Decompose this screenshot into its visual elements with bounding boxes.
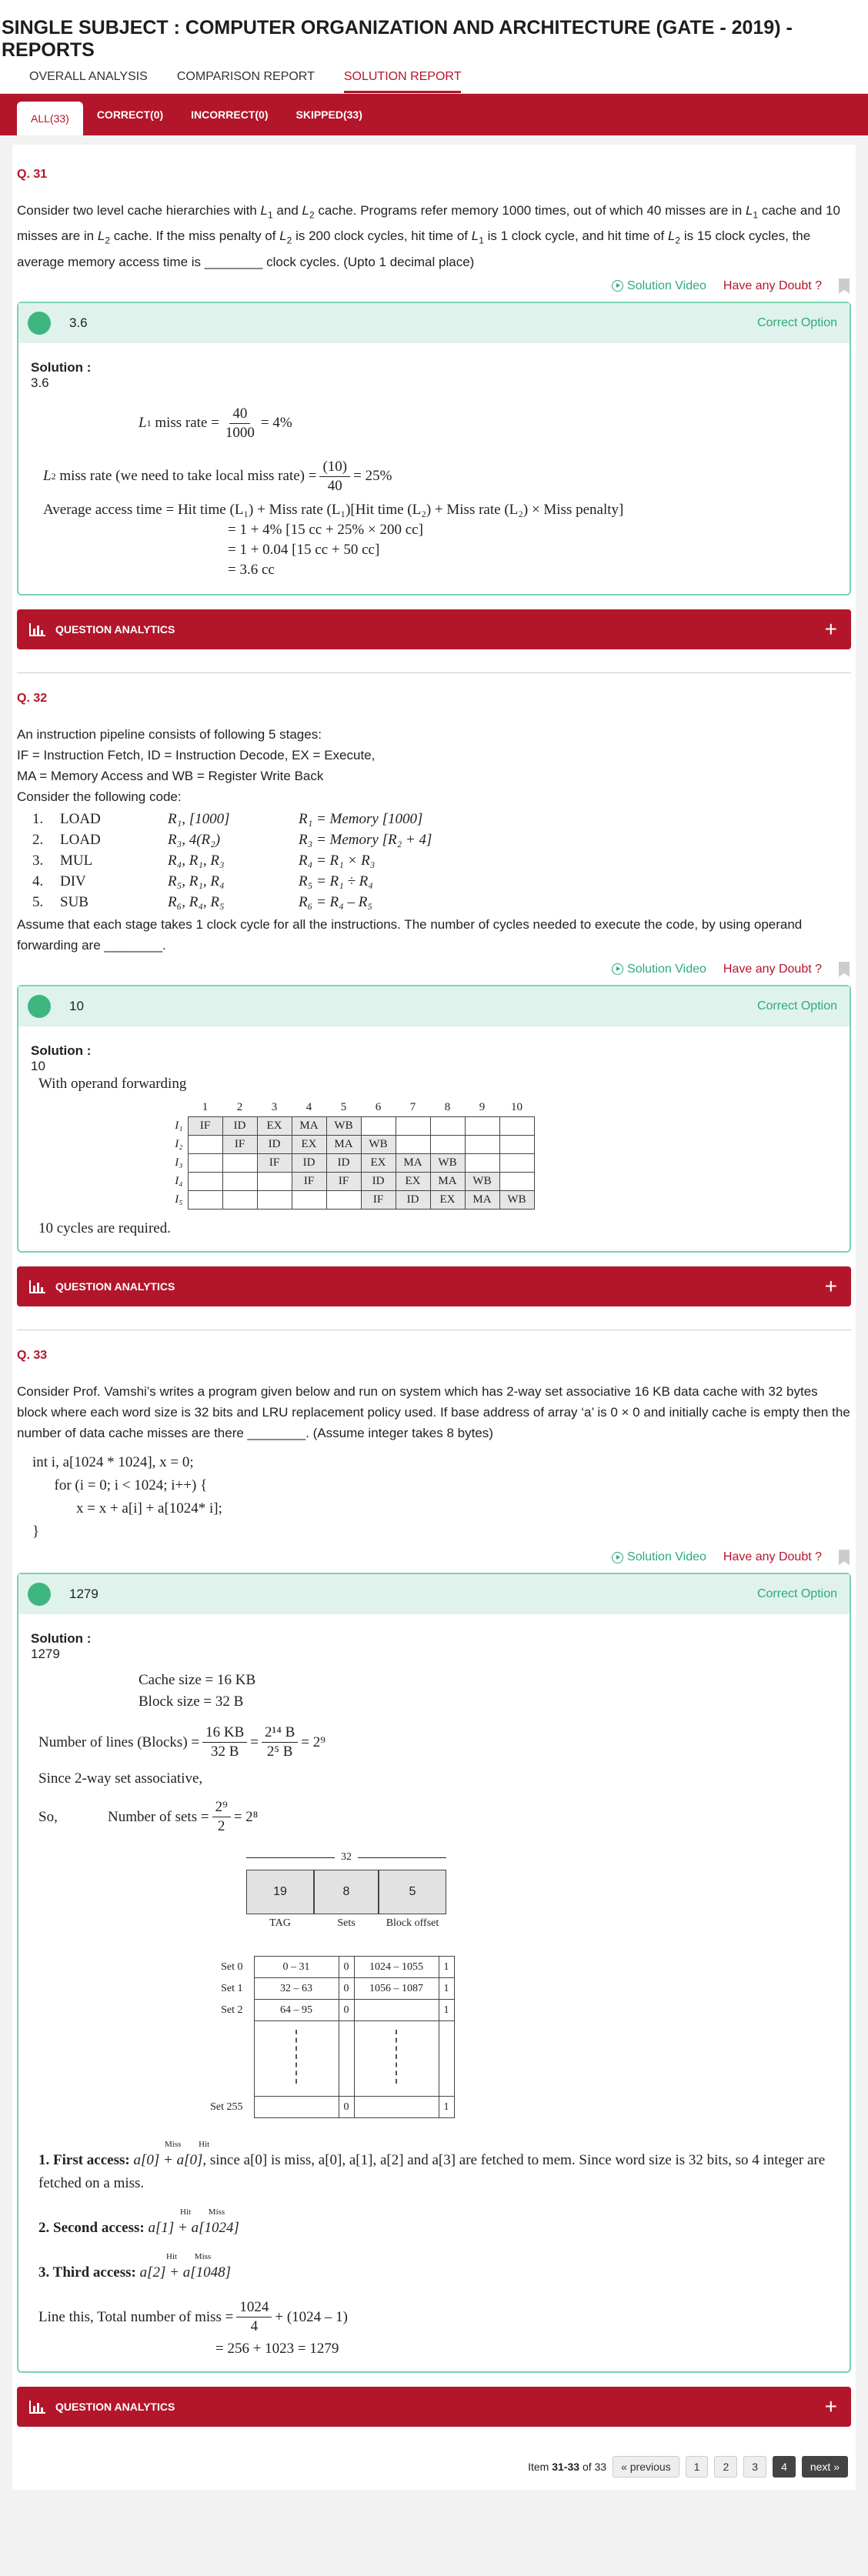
doubt-link[interactable]: Have any Doubt ? <box>723 1550 822 1564</box>
l1-result: = 4% <box>260 415 292 432</box>
pipeline-row <box>169 1191 534 1210</box>
stage-cell <box>499 1117 534 1136</box>
stage-cell: EX <box>361 1154 396 1173</box>
bar-chart-icon <box>29 2400 46 2414</box>
way1-lru: 1 <box>439 1957 454 1978</box>
stage-cell: EX <box>396 1173 430 1191</box>
avg-line: = 1 + 4% [15 cc + 25% × 200 cc] <box>228 521 423 538</box>
way0-range: 64 – 95 <box>254 2000 339 2021</box>
solution-video-link[interactable] <box>612 279 706 293</box>
l2-symbol: L <box>43 468 52 485</box>
stage-cell: ID <box>292 1154 326 1173</box>
solution-video-label: Solution Video <box>627 962 706 976</box>
item-of: of 33 <box>582 2461 607 2474</box>
stage-cell <box>188 1191 222 1210</box>
code-cell: SUB <box>60 893 88 910</box>
avg-line: Average access time = Hit time (L₁) + Miss rate (L₁)[Hit time (L₂) + Miss rate (L₂) × Miss penalty] <box>43 501 624 518</box>
stage-cell <box>222 1191 257 1210</box>
number-of-sets <box>38 1798 837 1836</box>
way0-lru: 0 <box>339 1957 354 1978</box>
pipeline-table <box>169 1099 535 1210</box>
top-tabs <box>0 60 868 94</box>
l2-result: = 25% <box>353 468 392 485</box>
filter-correct[interactable]: CORRECT(0) <box>96 108 164 121</box>
way1-range: 1056 – 1087 <box>354 1978 439 2000</box>
answer-value: 10 <box>69 998 84 1013</box>
way0-range <box>254 2097 339 2118</box>
cache-params <box>139 1670 837 1713</box>
step-title: 2. Second access: <box>38 2220 149 2237</box>
next-button[interactable]: next » <box>802 2456 848 2478</box>
answer-box <box>17 302 851 596</box>
pipeline-row <box>169 1117 534 1136</box>
stage-cell: WB <box>326 1117 361 1136</box>
l1-fraction <box>222 405 258 442</box>
item-prefix: Item <box>528 2461 549 2474</box>
code-cell: 1. <box>32 810 44 827</box>
code-cell: R₄, R₁, R₃ <box>168 852 225 869</box>
instruction-label: I₁ <box>175 1119 183 1133</box>
header-blank <box>169 1099 188 1117</box>
question-number: Q. 33 <box>17 1349 48 1363</box>
code-cell: R₆ = R₄ – R₅ <box>299 893 372 910</box>
access-step <box>38 2252 837 2284</box>
total-rest: + (1024 – 1) <box>275 2308 348 2325</box>
cycle-label: 3 <box>271 1101 278 1114</box>
hit-miss-tags: Miss Hit <box>165 2140 210 2150</box>
code-cell: DIV <box>60 873 86 889</box>
code-row <box>32 829 446 850</box>
address-fields <box>246 1870 446 1914</box>
solution-body <box>18 1026 850 1252</box>
filter-bar <box>0 94 868 135</box>
dashed-col <box>354 2021 439 2097</box>
stage-cell: ID <box>361 1173 396 1191</box>
solution-value: 10 <box>31 1058 45 1073</box>
filter-skipped[interactable]: SKIPPED(33) <box>295 108 362 121</box>
way1-lru: 1 <box>439 2097 454 2118</box>
stage-cell: MA <box>326 1136 361 1154</box>
stage-cell <box>222 1154 257 1173</box>
question-text: Consider Prof. Vamshi’s writes a program given below and run on system which has 2-way set associative 16 KB data cache with 32 bytes block where each word size is 32 bits and LRU replacement policy used. If base address of array ‘a’ is 0 × 0 and initially cache is empty then the number of data cache misses are there ________. (Assume integer takes 8 bytes) <box>17 1384 850 1441</box>
stage-cell <box>257 1191 292 1210</box>
way0-range: 0 – 31 <box>254 1957 339 1978</box>
sets-label: Sets <box>337 1917 356 1930</box>
sets-field: 8 <box>314 1870 379 1914</box>
intro-line: MA = Memory Access and WB = Register Write Back <box>17 768 324 783</box>
question-text <box>17 724 851 956</box>
question-33 <box>17 1349 851 2436</box>
lines-label: Number of lines (Blocks) = <box>38 1733 200 1750</box>
pagination <box>12 2444 856 2490</box>
code-row <box>32 809 446 829</box>
stage-cell: MA <box>465 1191 499 1210</box>
step-rest: , since a[0] is miss, a[0], a[1], a[2] and a[3] are fetched to mem. Since word size is 32 bits, so 4 integer are fetched on a miss. <box>38 2152 826 2192</box>
solution-video-label: Solution Video <box>627 279 706 292</box>
solution-video-label: Solution Video <box>627 1550 706 1564</box>
avg-line: = 3.6 cc <box>228 561 275 578</box>
instruction-label: I₃ <box>175 1156 183 1170</box>
cycle-label: 1 <box>202 1101 209 1114</box>
instruction-label: I₄ <box>175 1175 183 1188</box>
tab-solution-report[interactable]: SOLUTION REPORT <box>344 70 462 93</box>
correct-option-label: Correct Option <box>756 999 837 1013</box>
question-links <box>17 962 850 977</box>
total-num: 1024 <box>236 2298 272 2317</box>
question-analytics-bar[interactable] <box>17 1266 851 1306</box>
intro-line: IF = Instruction Fetch, ID = Instruction Decode, EX = Execute, <box>17 747 376 762</box>
lines-fraction-1 <box>202 1723 247 1761</box>
analytics-label: QUESTION ANALYTICS <box>55 2401 175 2414</box>
l1-num: 40 <box>229 405 250 424</box>
sets-num: 2⁹ <box>212 1798 231 1817</box>
intro-line: An instruction pipeline consists of following 5 stages: <box>17 726 322 742</box>
analytics-label: QUESTION ANALYTICS <box>55 622 175 636</box>
page-title: SINGLE SUBJECT : COMPUTER ORGANIZATION AND ARCHITECTURE (GATE - 2019) - REPORTS <box>0 0 868 60</box>
step-title: 3. Third access: <box>38 2264 140 2281</box>
stage-cell: ID <box>222 1117 257 1136</box>
option-radio-icon <box>28 995 51 1018</box>
set-label: Set 2 <box>221 2004 243 2016</box>
solution-video-link[interactable] <box>612 1550 706 1564</box>
instruction-label: I₂ <box>175 1138 183 1151</box>
way1-range <box>354 2000 439 2021</box>
code-cell: R₅, R₁, R₄ <box>168 873 225 889</box>
l1-mr-label: miss rate = <box>155 415 219 432</box>
average-access-time <box>43 500 837 580</box>
solution-content <box>12 145 856 2444</box>
solution-label: Solution : <box>31 1631 92 1647</box>
l2-fraction <box>319 458 350 496</box>
step-title: 1. First access: <box>38 2152 134 2169</box>
total-den: 4 <box>250 2318 259 2335</box>
stage-cell: WB <box>465 1173 499 1191</box>
l1-symbol: L <box>139 415 147 432</box>
address-total-row <box>246 1851 446 1864</box>
stage-cell <box>396 1117 430 1136</box>
code-line: for (i = 0; i < 1024; i++) { <box>32 1477 208 1494</box>
stage-cell <box>430 1117 465 1136</box>
way1-lru: 1 <box>439 1978 454 2000</box>
doubt-link[interactable]: Have any Doubt ? <box>723 279 822 292</box>
stage-cell <box>292 1191 326 1210</box>
stage-cell <box>499 1136 534 1154</box>
tab-comparison-report[interactable]: COMPARISON REPORT <box>176 70 315 83</box>
stage-cell: IF <box>361 1191 396 1210</box>
correct-option-label: Correct Option <box>756 315 837 329</box>
bar-chart-icon <box>29 622 46 636</box>
way1-lru: 1 <box>439 2000 454 2021</box>
code-cell: LOAD <box>60 810 101 827</box>
lines-num-1: 16 KB <box>202 1723 247 1743</box>
solution-body <box>18 1614 850 2371</box>
stage-cell: ID <box>396 1191 430 1210</box>
question-links <box>17 1550 850 1565</box>
l2-den: 40 <box>327 477 342 494</box>
answer-box <box>17 985 851 1253</box>
stage-cell <box>499 1154 534 1173</box>
answer-value: 3.6 <box>69 315 88 330</box>
solution-value: 3.6 <box>31 375 49 390</box>
analytics-label: QUESTION ANALYTICS <box>55 1280 175 1293</box>
avg-line: = 1 + 0.04 [15 cc + 50 cc] <box>228 541 380 558</box>
option-radio-icon <box>28 1583 51 1606</box>
question-32 <box>17 692 851 1331</box>
offset-field: 5 <box>379 1870 446 1914</box>
question-number: Q. 32 <box>17 691 48 705</box>
l1-den: 1000 <box>225 424 255 441</box>
access-step <box>38 2140 837 2195</box>
number-of-lines <box>38 1723 837 1761</box>
question-outro: Assume that each stage takes 1 clock cycle for all the instructions. The number of cycles needed to execute the code, by using operand forwarding are ________. <box>17 916 803 953</box>
blank-col <box>439 2021 454 2097</box>
page-1-button[interactable]: 1 <box>686 2456 709 2478</box>
code-listing <box>32 1451 851 1543</box>
stage-cell <box>222 1173 257 1191</box>
stage-cell <box>465 1136 499 1154</box>
arrow-line-left <box>246 1857 335 1858</box>
set-label: Set 255 <box>210 2101 243 2113</box>
offset-label: Block offset <box>386 1917 439 1930</box>
code-row <box>32 871 446 892</box>
solution-body <box>18 343 850 594</box>
lines-den-1: 32 B <box>210 1743 239 1760</box>
arrow-line-right <box>358 1857 446 1858</box>
answer-box <box>17 1573 851 2373</box>
question-text: Consider two level cache hierarchies with $L_1$ and $L_2$ cache. Programs refer memory 1000 times, out of which 40 misses are in $L_1$ cache and 10 misses are in $L_2$ cache. If the miss penalty of $L_2$ is 200 clock cycles, hit time of $L_1$ is 1 clock cycle, and hit time of $L_2$ is 15 clock cycles, the average memory access time is ________ clock cycles. (Upto 1 decimal place) <box>17 203 840 269</box>
step-line <box>38 2149 837 2195</box>
way1-range: 1024 – 1055 <box>354 1957 439 1978</box>
step-expression: a[2] + a[1048] <box>139 2264 231 2281</box>
page-3-button[interactable]: 3 <box>743 2456 766 2478</box>
intro-line: Consider the following code: <box>17 789 182 804</box>
set-label: Set 0 <box>221 1960 243 1973</box>
hit-miss-tags: Hit Miss <box>180 2207 225 2217</box>
tag-field: 19 <box>246 1870 314 1914</box>
pipeline-row <box>169 1136 534 1154</box>
set-label: Set 1 <box>221 1982 243 1994</box>
question-links <box>17 279 850 294</box>
stage-cell: IF <box>222 1136 257 1154</box>
bar-chart-icon <box>29 1280 46 1293</box>
code-cell: R₄ = R₁ × R₃ <box>299 852 376 869</box>
stage-cell: IF <box>326 1173 361 1191</box>
cache-table <box>200 1956 455 2118</box>
way0-lru: 0 <box>339 2000 354 2021</box>
lines-den-2: 2⁵ B <box>266 1743 293 1760</box>
page-4-button[interactable]: 4 <box>773 2456 796 2478</box>
solution-label: Solution : <box>31 359 92 375</box>
stage-cell: MA <box>430 1173 465 1191</box>
stage-cell: WB <box>430 1154 465 1173</box>
page-2-button[interactable]: 2 <box>714 2456 737 2478</box>
solution-footer: 10 cycles are required. <box>38 1220 171 1237</box>
code-cell: 5. <box>32 893 44 910</box>
way0-range: 32 – 63 <box>254 1978 339 2000</box>
stage-cell <box>326 1191 361 1210</box>
way1-range <box>354 2097 439 2118</box>
code-line: int i, a[1024 * 1024], x = 0; <box>32 1454 194 1471</box>
filter-incorrect[interactable]: INCORRECT(0) <box>191 108 269 121</box>
stage-cell: EX <box>257 1117 292 1136</box>
lines-fraction-2 <box>262 1723 298 1761</box>
sets-result: = 2⁸ <box>233 1808 259 1825</box>
answer-header <box>18 986 850 1026</box>
stage-cell <box>465 1117 499 1136</box>
stage-cell: ID <box>326 1154 361 1173</box>
tag-label: TAG <box>269 1917 291 1930</box>
stage-cell: IF <box>257 1154 292 1173</box>
code-cell: R₅ = R₁ ÷ R₄ <box>299 873 373 889</box>
stage-cell: IF <box>292 1173 326 1191</box>
prev-button[interactable]: « previous <box>613 2456 679 2478</box>
block-size: Block size = 32 B <box>139 1693 244 1710</box>
solution-video-link[interactable] <box>612 963 706 976</box>
access-step <box>38 2207 837 2240</box>
play-icon <box>612 963 623 975</box>
solution-label: Solution : <box>31 1043 92 1058</box>
code-cell: R₆, R₄, R₅ <box>168 893 225 910</box>
question-31 <box>17 168 851 673</box>
stage-cell: IF <box>188 1117 222 1136</box>
cycle-label: 7 <box>409 1101 416 1114</box>
total-line2: = 256 + 1023 = 1279 <box>215 2341 339 2357</box>
expand-plus-icon[interactable]: + <box>824 616 837 641</box>
code-line: x = x + a[i] + a[1024* i]; <box>32 1500 222 1517</box>
instruction-label: I₅ <box>175 1193 183 1206</box>
cycle-label: 9 <box>479 1101 486 1114</box>
stage-cell: EX <box>430 1191 465 1210</box>
stage-cell: ID <box>257 1136 292 1154</box>
code-cell: 3. <box>32 852 44 869</box>
sets-den: 2 <box>217 1818 225 1835</box>
address-labels <box>246 1917 446 1930</box>
l2-miss-rate: L 2 miss rate (we need to take local miss rate) = $\frac{(10)}{40}$ = 25% <box>43 458 392 494</box>
solution-heading: With operand forwarding <box>38 1075 187 1092</box>
correct-option-label: Correct Option <box>756 1587 837 1601</box>
solution-value: 1279 <box>31 1647 60 1662</box>
cycle-label: 4 <box>305 1101 312 1114</box>
stage-cell: MA <box>292 1117 326 1136</box>
stage-cell <box>188 1173 222 1191</box>
code-cell: R₁, [1000] <box>168 810 230 827</box>
stage-cell <box>430 1136 465 1154</box>
l2-mr-label: miss rate (we need to take local miss rate) = <box>59 468 317 485</box>
stage-cell <box>188 1136 222 1154</box>
expand-plus-icon[interactable]: + <box>824 2394 837 2419</box>
answer-header <box>18 303 850 343</box>
bookmark-icon[interactable] <box>839 1550 850 1565</box>
play-icon <box>612 280 623 292</box>
play-icon <box>612 1552 623 1563</box>
cycle-label: 6 <box>375 1101 382 1114</box>
code-cell: 2. <box>32 831 44 848</box>
way0-lru: 0 <box>339 1978 354 2000</box>
lines-num-2: 2¹⁴ B <box>262 1723 298 1743</box>
step-line <box>38 2217 837 2240</box>
code-cell: 4. <box>32 873 44 889</box>
code-cell: R₃, 4(R₂) <box>168 831 221 848</box>
code-listing <box>32 809 446 913</box>
answer-header <box>18 1574 850 1614</box>
pipeline-row <box>169 1173 534 1191</box>
address-format <box>246 1851 446 1930</box>
l1-miss-rate: L 1 miss rate = $\frac{40}{1000}$ = 4% <box>139 405 292 441</box>
access-steps <box>38 2140 837 2284</box>
lines-result: = 2⁹ <box>301 1733 326 1750</box>
way0-lru: 0 <box>339 2097 354 2118</box>
code-row <box>32 850 446 871</box>
cycle-label: 5 <box>340 1101 347 1114</box>
dashed-col <box>254 2021 339 2097</box>
item-range: 31-33 <box>552 2461 580 2474</box>
filter-all[interactable]: ALL(33) <box>17 102 83 135</box>
step-line <box>38 2261 837 2284</box>
cycle-label: 2 <box>236 1101 243 1114</box>
total-label: Line this, Total number of miss = <box>38 2308 234 2325</box>
since-text: Since 2-way set associative, <box>38 1770 203 1787</box>
stage-cell <box>257 1173 292 1191</box>
stage-cell <box>499 1173 534 1191</box>
question-analytics-bar[interactable] <box>17 609 851 649</box>
bookmark-icon[interactable] <box>839 279 850 294</box>
question-analytics-bar[interactable] <box>17 2387 851 2427</box>
tab-overall-analysis[interactable]: OVERALL ANALYSIS <box>29 70 148 83</box>
question-number: Q. 31 <box>17 168 48 181</box>
step-expression: a[1] + a[1024] <box>148 2220 239 2237</box>
stage-cell: WB <box>499 1191 534 1210</box>
bookmark-icon[interactable] <box>839 962 850 977</box>
stage-cell <box>396 1136 430 1154</box>
code-cell: MUL <box>60 852 93 869</box>
set-gap <box>200 2021 254 2097</box>
option-radio-icon <box>28 312 51 335</box>
code-cell: LOAD <box>60 831 101 848</box>
expand-plus-icon[interactable]: + <box>824 1274 837 1299</box>
code-row <box>32 892 446 913</box>
blank-col <box>339 2021 354 2097</box>
stage-cell: EX <box>292 1136 326 1154</box>
stage-cell <box>361 1117 396 1136</box>
sets-label: Number of sets = <box>108 1808 209 1825</box>
hit-miss-tags: Hit Miss <box>166 2252 212 2262</box>
stage-cell <box>188 1154 222 1173</box>
total-miss <box>38 2298 837 2336</box>
stage-cell: WB <box>361 1136 396 1154</box>
answer-value: 1279 <box>69 1587 98 1602</box>
l2-num: (10) <box>319 458 350 477</box>
total-fraction <box>236 2298 272 2336</box>
sets-fraction <box>212 1798 231 1836</box>
address-total: 32 <box>341 1851 352 1864</box>
pipeline-header <box>169 1099 534 1117</box>
stage-cell <box>465 1154 499 1173</box>
cycle-label: 8 <box>444 1101 451 1114</box>
step-expression: a[0] + a[0] <box>133 2152 203 2169</box>
so-label: So, <box>38 1808 58 1825</box>
cache-size: Cache size = 16 KB <box>139 1672 256 1689</box>
cycle-label: 10 <box>511 1101 522 1114</box>
code-cell: R₃ = Memory [R₂ + 4] <box>299 831 432 848</box>
code-line: } <box>32 1523 40 1540</box>
pipeline-row <box>169 1154 534 1173</box>
equals-sign: = <box>250 1733 259 1750</box>
stage-cell: MA <box>396 1154 430 1173</box>
doubt-link[interactable]: Have any Doubt ? <box>723 962 822 976</box>
code-cell: R₁ = Memory [1000] <box>299 810 423 827</box>
